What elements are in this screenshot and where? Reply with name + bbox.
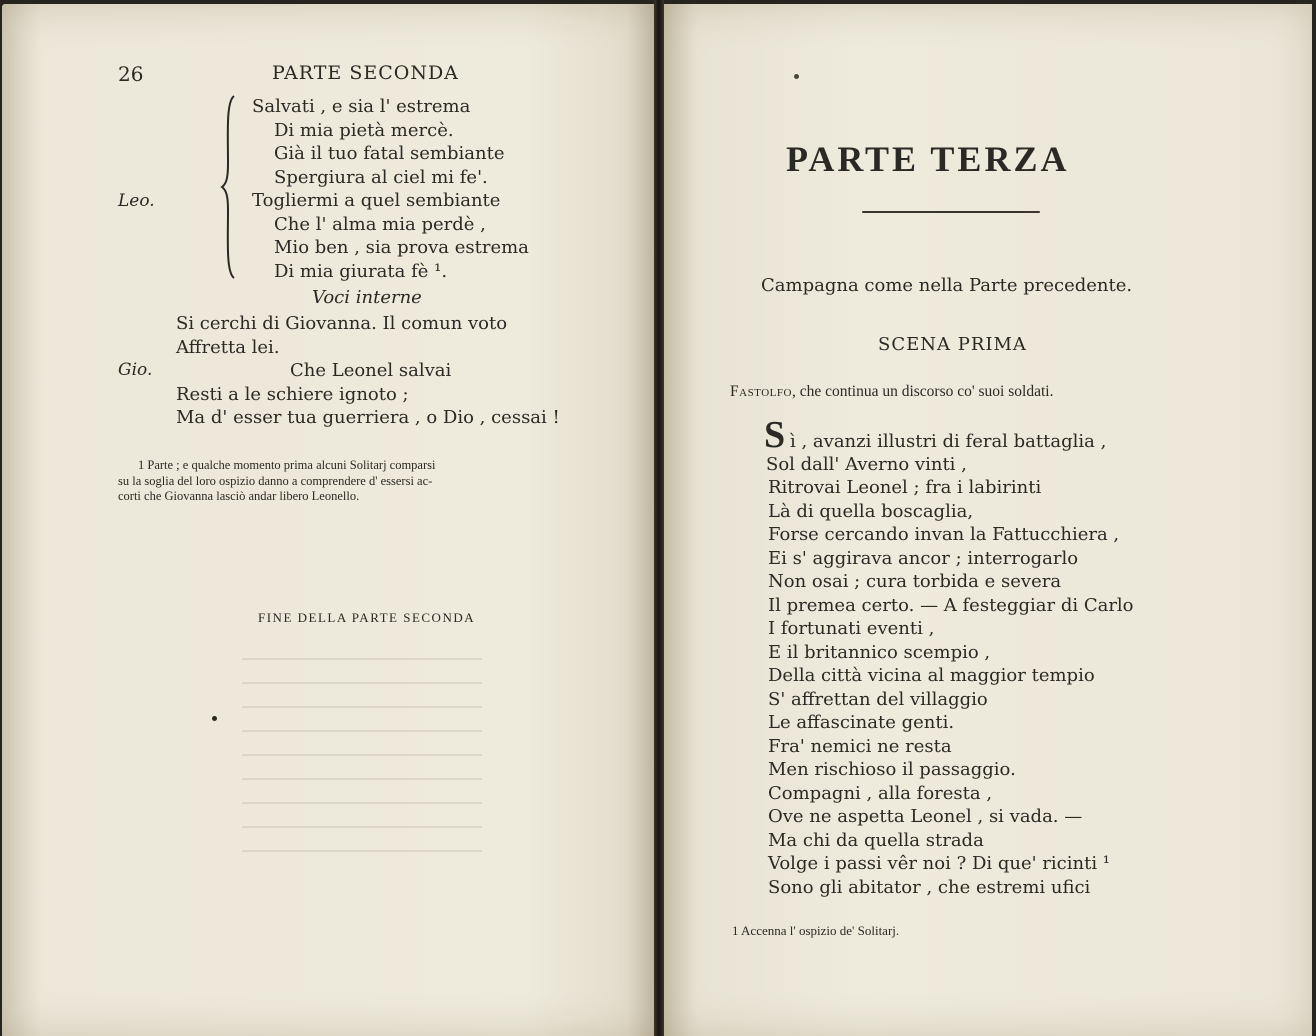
verse-line: Fra' nemici ne resta <box>768 735 952 757</box>
drop-cap: S <box>764 414 786 456</box>
verse-line: Non osai ; cura torbida e severa <box>768 571 1062 592</box>
voci-lines <box>176 312 507 359</box>
second-verse-line: Sol dall' Averno vinti , <box>766 454 967 475</box>
verse-line: Salvati , e sia l' estrema <box>252 96 471 117</box>
verse-line: Le affascinate genti. <box>768 712 955 733</box>
stage-direction <box>730 383 1053 401</box>
gio-lines <box>176 359 560 430</box>
verse-line: Di mia giurata fè ¹. <box>274 260 448 282</box>
verse-line: Di mia pietà mercè. <box>274 119 454 141</box>
verse-line: Ei s' aggirava ancor ; interrogarlo <box>768 547 1079 569</box>
footnote-line: su la soglia del loro ospizio danno a comprendere d' essersi ac- <box>118 473 433 488</box>
ink-dot <box>794 74 799 79</box>
verse-line: Togliermi a quel sembiante <box>252 190 501 211</box>
book-gutter <box>654 0 664 1036</box>
bleed-through <box>242 644 482 864</box>
verse-line: Già il tuo fatal sembiante <box>274 143 505 164</box>
verse-line: Si cerchi di Giovanna. Il comun voto <box>176 313 508 334</box>
page-number: 26 <box>118 62 144 86</box>
ink-dot <box>212 716 217 721</box>
verse-block <box>768 476 1134 899</box>
verse-line: Ma chi da quella strada <box>768 829 984 851</box>
speaker-gio: Gio. <box>118 360 153 380</box>
verse-line: I fortunati eventi , <box>768 618 935 639</box>
running-head: PARTE SECONDA <box>272 62 459 84</box>
verse-line: Affretta lei. <box>176 336 280 358</box>
curly-brace <box>220 94 240 280</box>
footnote-line: 1 Parte ; e qualche momento prima alcuni Solitarj comparsi <box>138 458 436 472</box>
footnote <box>118 458 436 505</box>
footnote: 1 Accenna l' ospizio de' Solitarj. <box>732 923 900 938</box>
voci-interne-heading: Voci interne <box>312 287 422 308</box>
verse-line: Il premea certo. — A festeggiar di Carlo <box>768 594 1134 616</box>
verse-line: Che l' alma mia perdè , <box>274 213 486 235</box>
end-note: FINE DELLA PARTE SECONDA <box>258 610 476 625</box>
verse-line: Men rischioso il passaggio. <box>768 759 1016 780</box>
verse-line: Sono gli abitator , che estremi ufici <box>768 876 1091 898</box>
left-page <box>2 4 654 1036</box>
verse-line: Forse cercando invan la Fattucchiera , <box>768 524 1120 545</box>
verse-line: Compagni , alla foresta , <box>768 782 993 804</box>
footnote-line: corti che Giovanna lasciò andar libero Leonello. <box>118 489 360 503</box>
first-verse-line: ì , avanzi illustri di feral battaglia , <box>790 431 1107 452</box>
verse-line: Ove ne aspetta Leonel , si vada. — <box>768 806 1083 827</box>
title-rule <box>862 211 1040 213</box>
braced-verse <box>252 95 529 283</box>
speaker-leo: Leo. <box>118 191 155 211</box>
scene-heading: SCENA PRIMA <box>878 334 1027 355</box>
verse-line: Ritrovai Leonel ; fra i labirinti <box>768 477 1042 498</box>
verse-line: Che Leonel salvai <box>290 360 452 381</box>
verse-line: S' affrettan del villaggio <box>768 688 988 710</box>
setting-line: Campagna come nella Parte precedente. <box>761 275 1133 296</box>
verse-line: Della città vicina al maggior tempio <box>768 665 1095 686</box>
verse-line: Spergiura al ciel mi fe'. <box>274 166 488 188</box>
verse-line: Là di quella boscaglia, <box>768 500 974 522</box>
right-page <box>664 4 1312 1036</box>
stage-speaker: Fastolfo <box>730 383 792 400</box>
verse-line: Resti a le schiere ignoto ; <box>176 383 409 405</box>
verse-line: E il britannico scempio , <box>768 641 991 663</box>
verse-line: Mio ben , sia prova estrema <box>274 237 529 258</box>
verse-line: Volge i passi vêr noi ? Di que' ricinti ¹ <box>768 853 1111 874</box>
part-title: PARTE TERZA <box>786 139 1070 179</box>
stage-text: , che continua un discorso co' suoi soldati. <box>791 383 1054 400</box>
verse-line: Ma d' esser tua guerriera , o Dio , cessai ! <box>176 407 560 428</box>
